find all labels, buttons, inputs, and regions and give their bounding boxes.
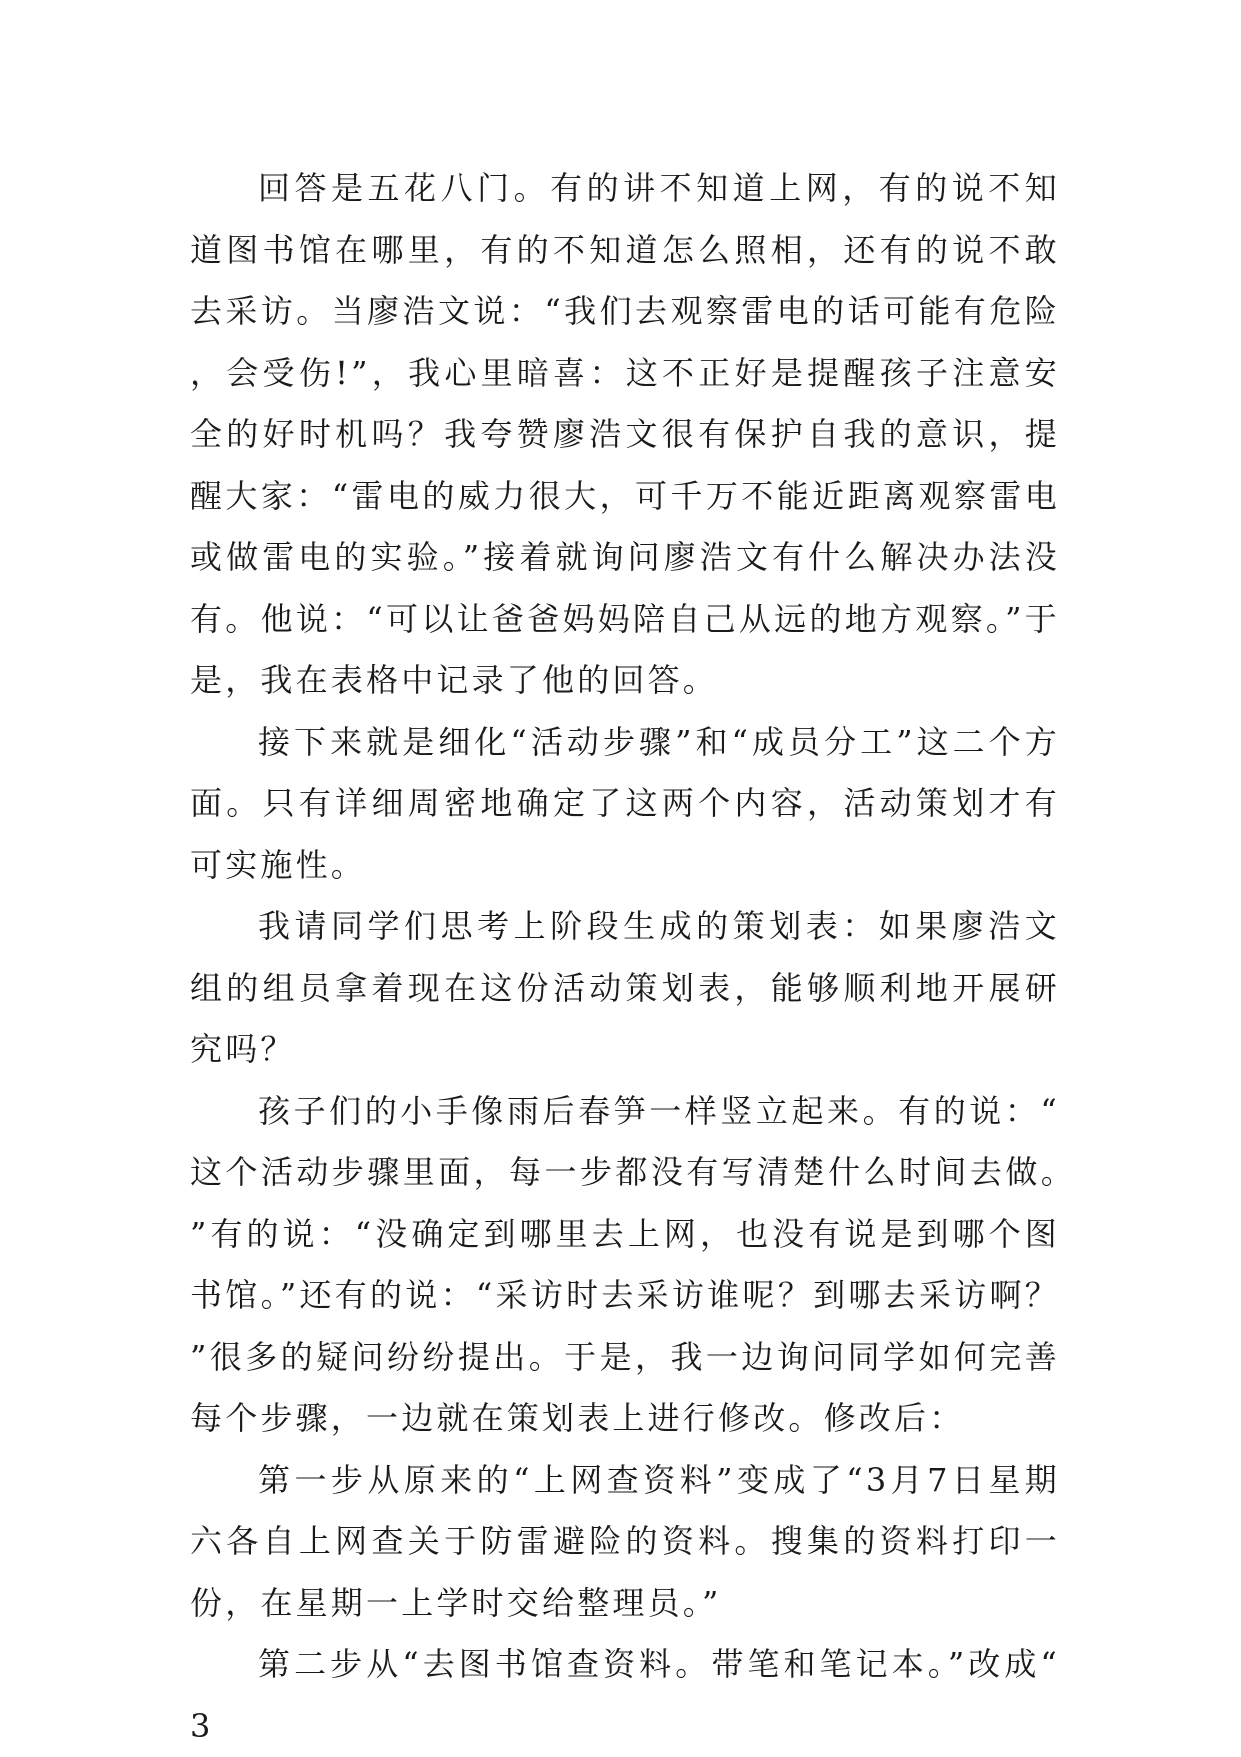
paragraph-1: 回答是五花八门。有的讲不知道上网，有的说不知道图书馆在哪里，有的不知道怎么照相，还有的说不敢去采访。当廖浩文说：“我们去观察雷电的话可能有危险，会受伤!”，我心里暗喜：这不正好是提醒孩子注意安全的好时机吗？我夸赞廖浩文很有保护自我的意识，提醒大家：“雷电的威力很大，可千万不能近距离观察雷电或做雷电的实验。”接着就询问廖浩文有什么解决办法没有。他说：“可以让爸爸妈妈陪自己从远的地方观察。”于是，我在表格中记录了他的回答。 (190, 169, 1060, 699)
paragraph-6: 第二步从“去图书馆查资料。带笔和笔记本。”改成“3 (190, 1645, 1060, 1745)
paragraph-2: 接下来就是细化“活动步骤”和“成员分工”这二个方面。只有详细周密地确定了这两个内容，活动策划才有可实施性。 (190, 722, 1060, 884)
document-body (190, 158, 1060, 1757)
paragraph-4: 孩子们的小手像雨后春笋一样竖立起来。有的说：“这个活动步骤里面，每一步都没有写清楚什么时间去做。”有的说：“没确定到哪里去上网，也没有说是到哪个图书馆。”还有的说：“采访时去采访谁呢？到哪去采访啊？”很多的疑问纷纷提出。于是，我一边询问同学如何完善每个步骤，一边就在策划表上进行修改。修改后： (190, 1091, 1060, 1437)
paragraph-3: 我请同学们思考上阶段生成的策划表：如果廖浩文组的组员拿着现在这份活动策划表，能够顺利地开展研究吗？ (190, 907, 1060, 1068)
paragraph-5: 第一步从原来的“上网查资料”变成了“3月7日星期六各自上网查关于防雷避险的资料。搜集的资料打印一份，在星期一上学时交给整理员。” (190, 1460, 1060, 1622)
